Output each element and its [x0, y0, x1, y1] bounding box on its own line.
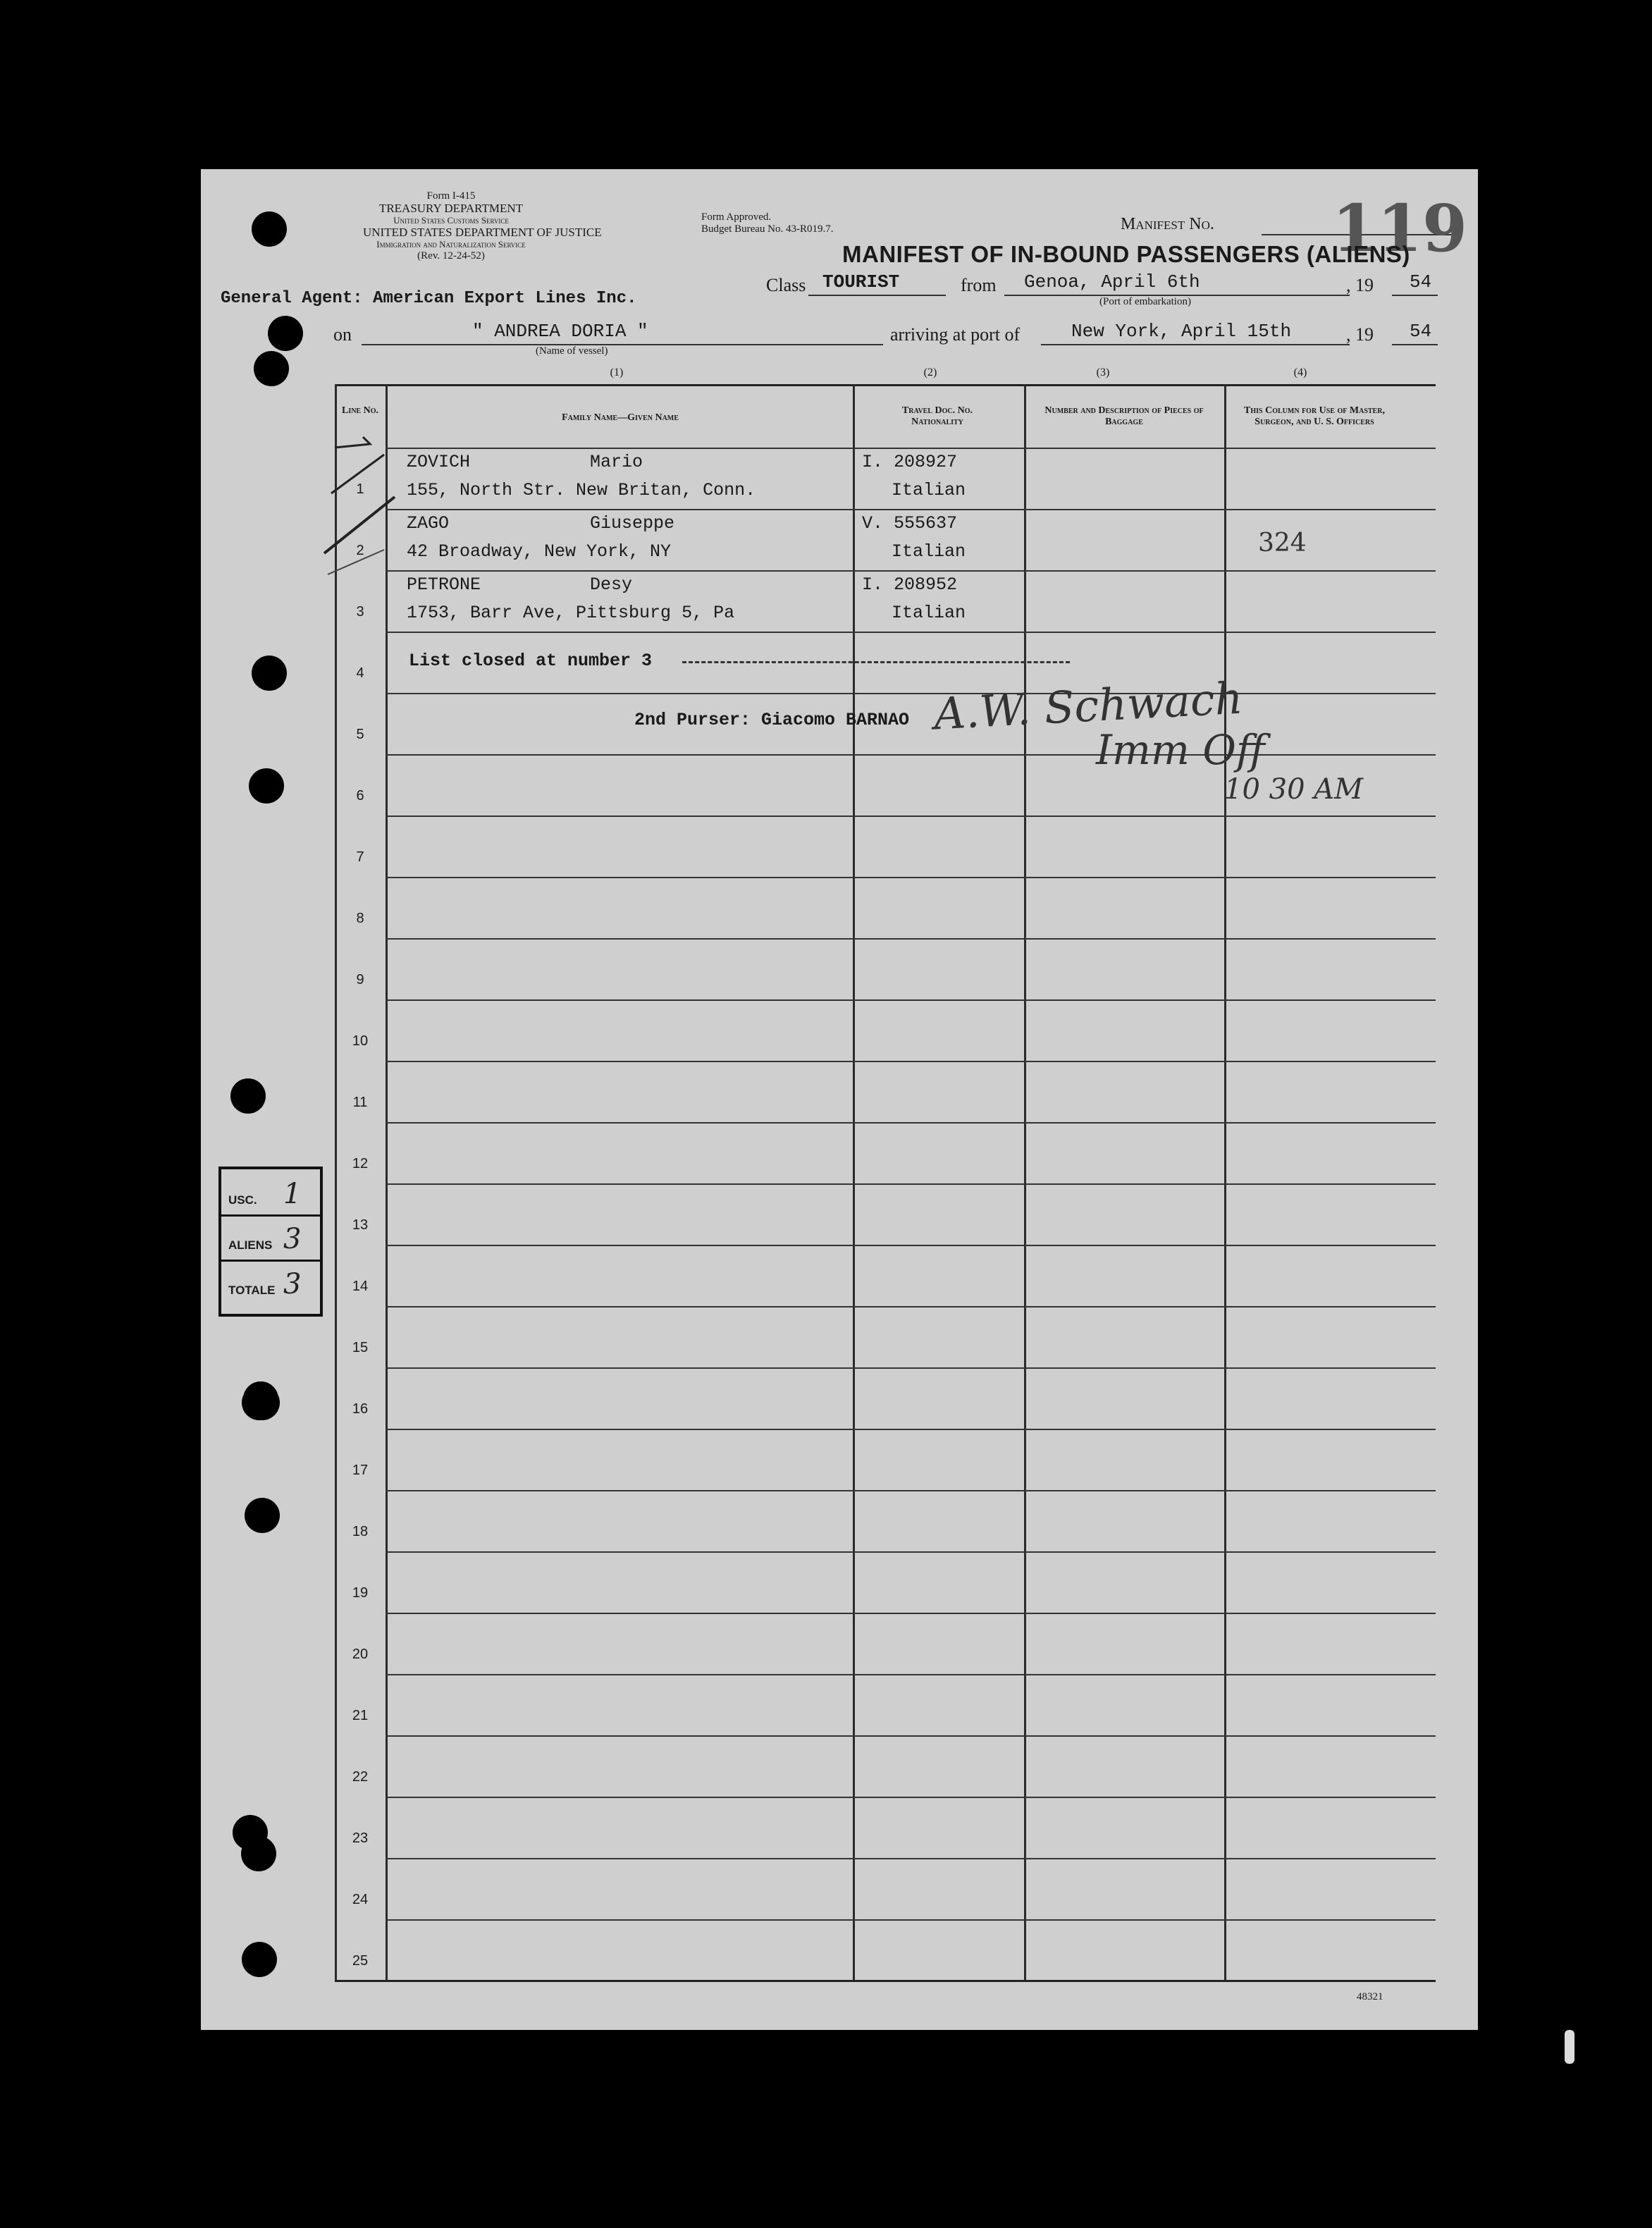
vessel-caption: (Name of vessel)	[536, 345, 608, 357]
line-number: 14	[352, 1279, 369, 1294]
line-number: 16	[352, 1401, 369, 1417]
port-caption: (Port of embarkation)	[1099, 296, 1191, 307]
row-rule	[386, 1245, 1436, 1246]
binder-hole	[254, 351, 289, 386]
row-rule	[386, 1919, 1436, 1921]
purser-name: 2nd Purser: Giacomo BARNAO	[634, 710, 910, 730]
given-name: Mario	[590, 452, 643, 472]
family-name: PETRONE	[407, 574, 481, 595]
row-rule	[386, 754, 1436, 756]
family-name: ZAGO	[407, 513, 450, 534]
line-number: 3	[356, 604, 364, 620]
line-number: 20	[352, 1647, 369, 1662]
row-rule	[386, 1551, 1436, 1553]
line-number: 7	[356, 849, 364, 865]
general-agent: General Agent: American Export Lines Inc.	[221, 289, 637, 308]
vessel-name: " ANDREA DORIA "	[472, 321, 648, 342]
row-rule	[386, 1429, 1436, 1430]
row-rule	[386, 1367, 1436, 1369]
line-number: 12	[352, 1156, 369, 1171]
row-rule	[386, 1061, 1436, 1062]
row-rule	[386, 632, 1436, 633]
line-number: 5	[356, 727, 364, 742]
line-no-header: Line No.	[341, 405, 378, 416]
line-number: 13	[352, 1217, 369, 1233]
officer-use-header: This Column for Use of Master, Surgeon, and U. S. Officers	[1244, 405, 1385, 427]
line-number: 24	[352, 1892, 369, 1907]
form-code: 48321	[1357, 1991, 1383, 2002]
year2-value: 54	[1410, 321, 1432, 342]
form-number: Form I-415	[426, 190, 476, 202]
inspection-time: 10 30 AM	[1224, 773, 1364, 806]
binder-hole	[242, 1942, 277, 1977]
binder-hole	[252, 656, 287, 691]
binder-hole	[241, 1836, 276, 1871]
justice-dept: UNITED STATES DEPARTMENT OF JUSTICE	[363, 226, 602, 239]
usc-count: 1	[283, 1178, 302, 1210]
binder-hole	[230, 1078, 266, 1114]
row-rule	[386, 1613, 1436, 1614]
total-label: TOTALE	[228, 1284, 276, 1297]
travel-doc-number: I. 208927	[862, 452, 958, 472]
family-name: ZOVICH	[407, 452, 471, 472]
row-rule	[386, 693, 1436, 694]
nationality: Italian	[892, 603, 966, 623]
manifest-number-label: Manifest No.	[1121, 215, 1214, 233]
binder-hole	[245, 1498, 280, 1533]
class-value: TOURIST	[822, 271, 900, 293]
binder-hole	[252, 211, 287, 247]
line-number: 15	[352, 1340, 369, 1355]
closing-dashes	[682, 661, 1070, 663]
row-rule	[386, 877, 1436, 878]
embarkation-port: Genoa, April 6th	[1024, 271, 1200, 293]
address: 1753, Barr Ave, Pittsburg 5, Pa	[407, 603, 735, 623]
col1-number: (1)	[610, 367, 624, 378]
row-rule	[386, 1183, 1436, 1185]
baggage-header: Number and Description of Pieces of Baggage	[1044, 405, 1204, 427]
customs-service: United States Customs Service	[393, 215, 509, 226]
check-marks	[321, 426, 419, 596]
col2-number: (2)	[923, 367, 937, 378]
name-header: Family Name—Given Name	[562, 412, 679, 423]
class-label: Class	[766, 275, 806, 295]
line-number: 1	[356, 481, 364, 497]
row-rule	[386, 1674, 1436, 1675]
given-name: Desy	[590, 574, 633, 595]
passenger-table	[335, 384, 1436, 1981]
scan-speck	[1565, 2030, 1574, 2064]
total-count: 3	[283, 1268, 302, 1300]
line-number: 2	[356, 543, 364, 558]
tally-box	[218, 1167, 323, 1317]
manifest-title: MANIFEST OF IN-BOUND PASSENGERS (ALIENS)	[842, 241, 1410, 267]
line-number: 17	[352, 1463, 369, 1478]
line-number: 4	[356, 665, 364, 681]
year-value: 54	[1410, 271, 1432, 293]
year-prefix: , 19	[1346, 275, 1374, 295]
address: 42 Broadway, New York, NY	[407, 541, 672, 562]
col3-number: (3)	[1096, 367, 1110, 378]
line-number: 21	[352, 1708, 369, 1723]
row-rule	[386, 509, 1436, 510]
line-number: 25	[352, 1953, 369, 1969]
list-closed-note: List closed at number 3	[409, 651, 653, 671]
line-number: 23	[352, 1830, 369, 1846]
nationality: Italian	[892, 541, 966, 562]
year2-prefix: , 19	[1346, 324, 1374, 345]
table-bottom-rule	[335, 1980, 1436, 1982]
ins-label: Immigration and Naturalization Service	[376, 239, 526, 250]
address: 155, North Str. New Britan, Conn.	[407, 480, 756, 500]
given-name: Giuseppe	[590, 513, 675, 534]
arrival-port: New York, April 15th	[1071, 321, 1292, 342]
line-number: 22	[352, 1769, 369, 1785]
officer-title: Imm Off	[1096, 726, 1265, 774]
row-rule	[386, 1735, 1436, 1737]
aliens-label: ALIENS	[228, 1238, 273, 1252]
travel-doc-number: I. 208952	[862, 574, 958, 595]
form-approved: Form Approved.	[701, 211, 772, 223]
travel-doc-header: Travel Doc. No. Nationality	[901, 405, 973, 427]
manifest-page	[201, 169, 1478, 2030]
row-rule	[386, 1797, 1436, 1798]
manifest-number: 119	[1332, 190, 1468, 266]
binder-hole	[268, 316, 303, 351]
col4-number: (4)	[1293, 367, 1307, 378]
officer-signature: A.W. Schwach	[932, 672, 1245, 740]
line-number: 19	[352, 1585, 369, 1601]
budget-number: Budget Bureau No. 43-R019.7.	[701, 223, 834, 235]
row-rule	[386, 570, 1436, 572]
revision: (Rev. 12-24-52)	[417, 250, 485, 261]
row-rule	[386, 999, 1436, 1001]
arriving-label: arriving at port of	[890, 324, 1021, 345]
row-rule	[386, 1306, 1436, 1307]
binder-hole	[249, 768, 284, 804]
aliens-count: 3	[283, 1223, 302, 1255]
row-rule	[386, 1122, 1436, 1124]
header-rule	[386, 448, 1436, 449]
line-number: 9	[356, 972, 364, 987]
line-number: 8	[356, 911, 364, 926]
row-rule	[386, 1858, 1436, 1859]
line-number: 6	[356, 788, 364, 804]
binder-hole	[245, 1385, 280, 1420]
row-rule	[386, 1490, 1436, 1491]
treasury-dept: TREASURY DEPARTMENT	[378, 202, 524, 215]
on-label: on	[333, 324, 352, 345]
line-number: 11	[352, 1095, 368, 1110]
row-rule	[386, 816, 1436, 817]
line-number: 10	[352, 1033, 369, 1049]
line-number: 18	[352, 1524, 369, 1539]
row-rule	[386, 938, 1436, 940]
officer-note: 324	[1258, 529, 1307, 558]
travel-doc-number: V. 555637	[862, 513, 958, 534]
nationality: Italian	[892, 480, 966, 500]
from-label: from	[961, 275, 997, 295]
usc-label: USC.	[228, 1193, 257, 1207]
